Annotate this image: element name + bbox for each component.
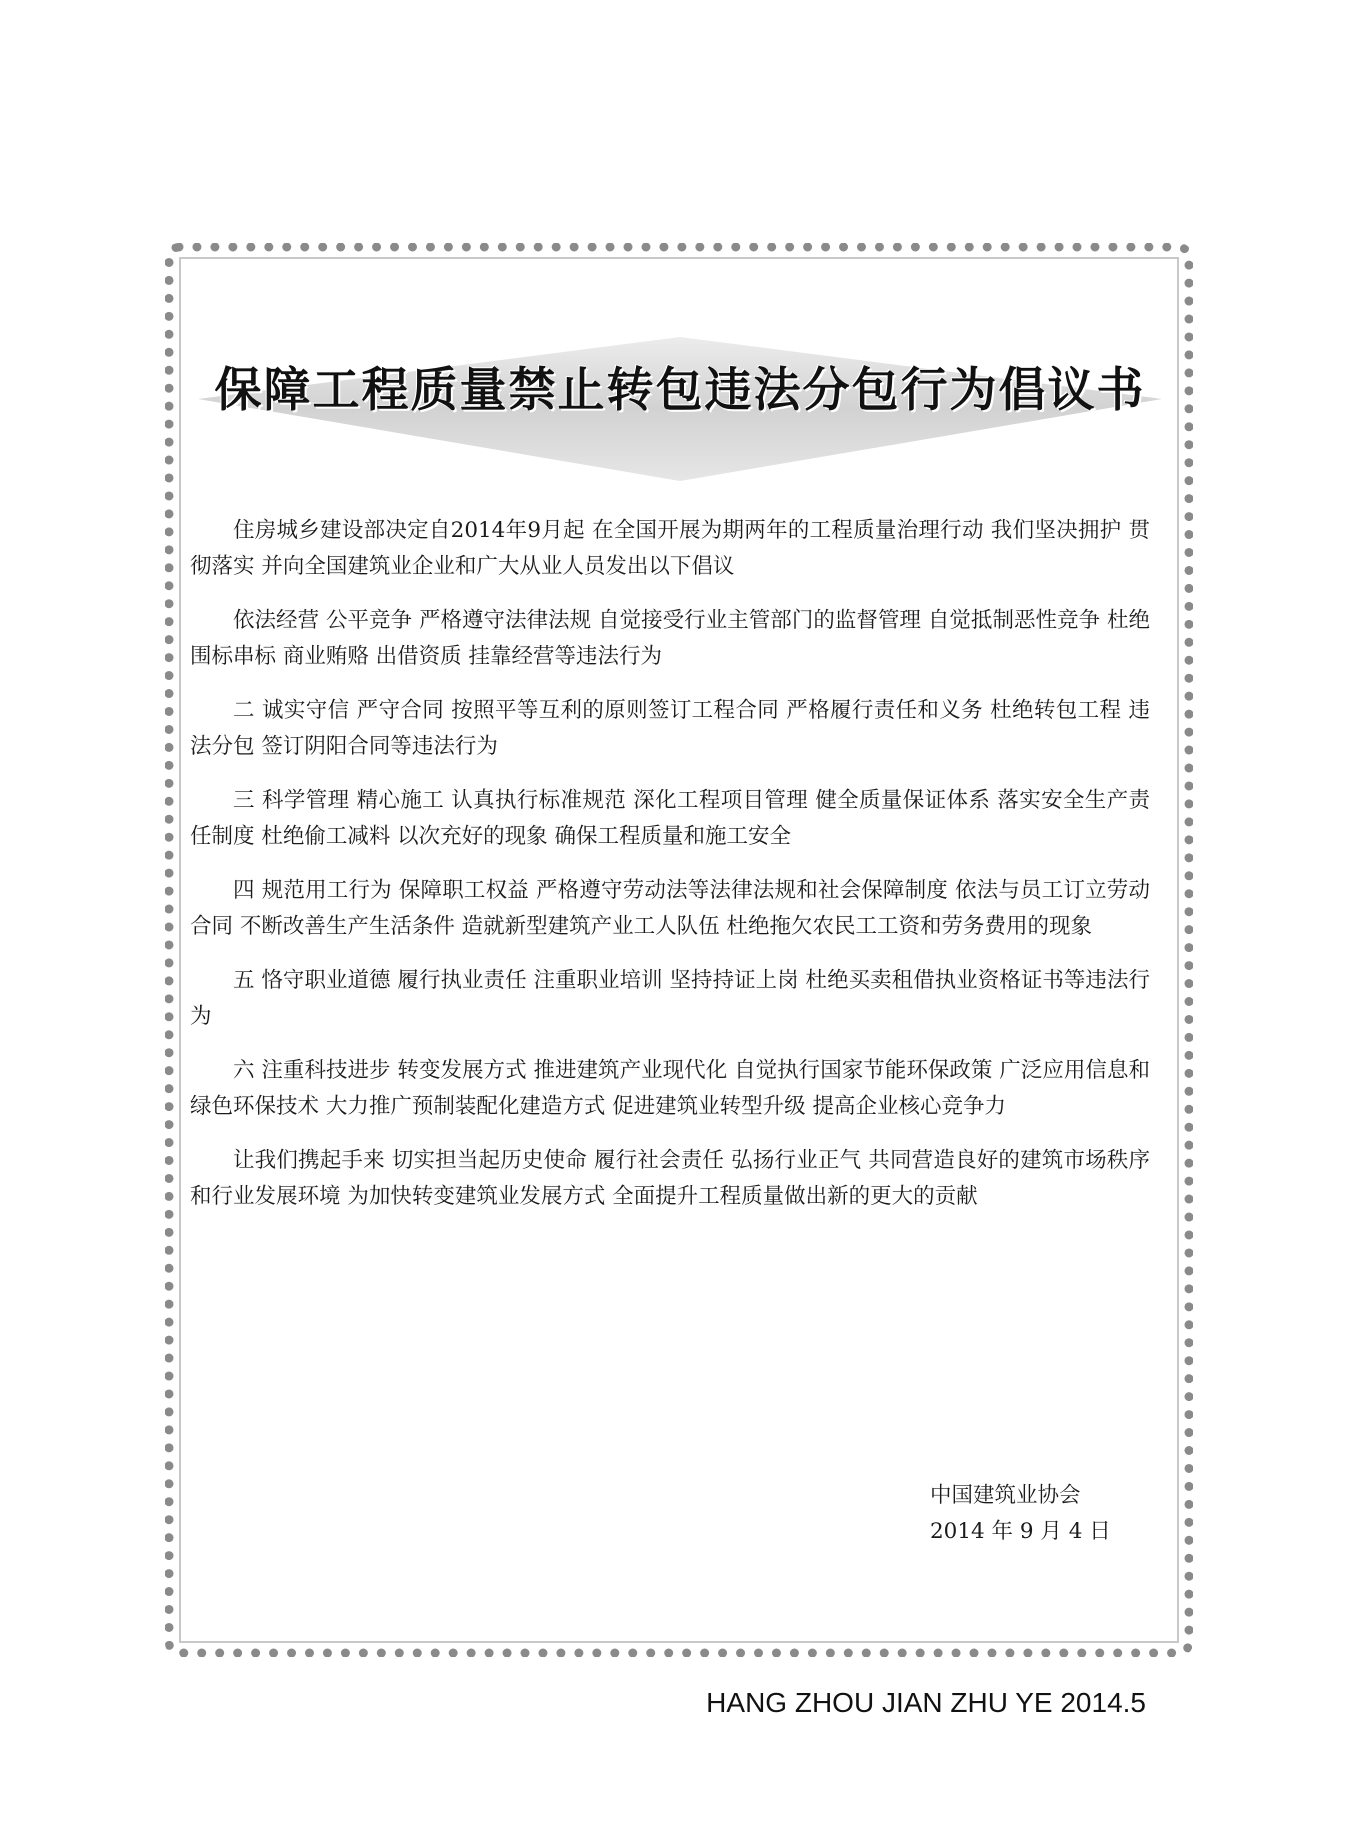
paragraph-1: 依法经营 公平竞争 严格遵守法律法规 自觉接受行业主管部门的监督管理 自觉抵制恶性竞争 杜绝围标串标 商业贿赂 出借资质 挂靠经营等违法行为: [190, 608, 1150, 669]
page-footer: HANG ZHOU JIAN ZHU YE 2014.5: [706, 1687, 1146, 1718]
paragraph-3: 三 科学管理 精心施工 认真执行标准规范 深化工程项目管理 健全质量保证体系 落实安全生产责任制度 杜绝偷工减料 以次充好的现象 确保工程质量和施工安全: [190, 788, 1150, 849]
paragraph-5: 五 恪守职业道德 履行执业责任 注重职业培训 坚持持证上岗 杜绝买卖租借执业资格证书等违法行为: [190, 968, 1150, 1029]
signature-org: 中国建筑业协会: [930, 1483, 1081, 1508]
page-title: 保障工程质量禁止转包违法分包行为倡议书: [214, 363, 1146, 418]
title-banner: [196, 335, 1164, 483]
paragraph-closing: 让我们携起手来 切实担当起历史使命 履行社会责任 弘扬行业正气 共同营造良好的建筑市场秩序和行业发展环境 为加快转变建筑业发展方式 全面提升工程质量做出新的更大的贡献: [190, 1148, 1150, 1209]
paragraph-intro: 住房城乡建设部决定自2014年9月起 在全国开展为期两年的工程质量治理行动 我们坚决拥护 贯彻落实 并向全国建筑业企业和广大从业人员发出以下倡议: [190, 518, 1150, 579]
paragraph-2: 二 诚实守信 严守合同 按照平等互利的原则签订工程合同 严格履行责任和义务 杜绝转包工程 违法分包 签订阴阳合同等违法行为: [190, 698, 1150, 759]
paragraph-4: 四 规范用工行为 保障职工权益 严格遵守劳动法等法律法规和社会保障制度 依法与员工订立劳动合同 不断改善生产生活条件 造就新型建筑产业工人队伍 杜绝拖欠农民工工资和劳务费用的现象: [190, 878, 1150, 939]
signature-date: 2014 年 9 月 4 日: [930, 1519, 1111, 1544]
paragraph-6: 六 注重科技进步 转变发展方式 推进建筑产业现代化 自觉执行国家节能环保政策 广泛应用信息和绿色环保技术 大力推广预制装配化建造方式 促进建筑业转型升级 提高企业核心竞争力: [190, 1058, 1150, 1119]
signature-block: [930, 1478, 1150, 1550]
proposal-body: [190, 513, 1150, 1233]
